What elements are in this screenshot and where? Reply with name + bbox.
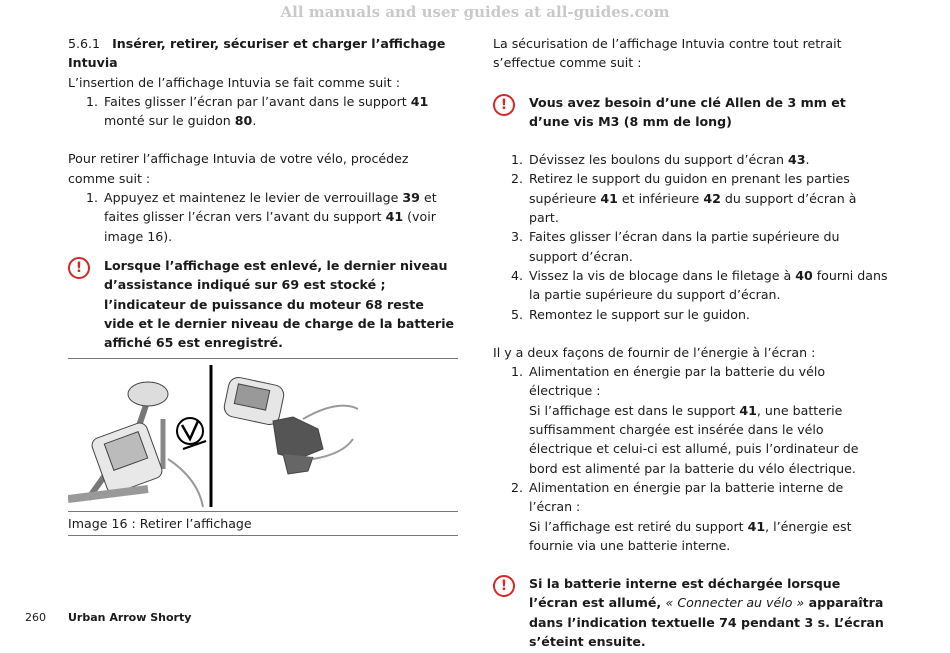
ref-number: 43 [788,152,806,168]
item-number: 1. [86,190,99,206]
item-number: 4. [511,267,524,283]
item-number: 3. [511,229,524,245]
section-number: 5.6.1 [68,36,101,51]
item-text: , l’énergie est fournie via une batterie interne. [529,518,852,553]
section-heading [68,34,458,73]
warning-note [68,256,458,352]
secure-steps-list [493,150,888,324]
item-text: du support d’écran à part. [529,190,857,226]
section-title: Insérer, retirer, sécuriser et charger l’affichage Intuvia [68,36,446,71]
divider [68,535,458,536]
ref-number: 41 [739,402,757,418]
ref-number: 42 [703,190,721,206]
list-item [493,150,888,169]
energy-intro: Il y a deux façons de fournir de l’énergie à l’écran : [493,344,816,360]
item-text: et inférieure [617,190,704,206]
figure-remove-display [68,359,458,511]
item-text: . [252,113,257,129]
remove-list [68,188,458,246]
item-text: fourni dans la partie supérieure du support d’écran. [529,267,888,303]
ref-number: 40 [795,267,813,283]
warning-text: Vous avez besoin d’une clé Allen de 3 mm et d’une vis M3 (8 mm de long) [529,94,846,129]
item-title: Alimentation en énergie par la batterie du vélo électrique : [529,364,826,399]
item-text: Retirez le support du guidon en prenant les parties supérieure [529,171,850,206]
item-text: et faites glisser l’écran vers l’avant du support [104,190,437,225]
figure-caption: Image 16 : Retirer l’affichage [68,516,252,532]
item-text: Dévissez les boulons du support d’écran [529,152,789,168]
list-item [68,188,458,246]
exclamation-circle-icon: ! [493,575,515,597]
ref-number: 41 [747,518,766,534]
list-item [493,362,888,478]
item-text: Vissez la vis de blocage dans le filetage à [529,267,796,283]
item-detail [529,401,888,478]
list-item [493,478,888,555]
exclamation-circle-icon: ! [68,257,90,279]
remove-intro: Pour retirer l’affichage Intuvia de votre vélo, procédez comme suit : [68,151,409,186]
ref-number: 80 [234,113,253,129]
warning-quote: « Connecter au vélo » [665,595,805,611]
exclamation-circle-icon: ! [493,94,515,116]
page-number: 260 [25,611,46,624]
item-number: 1. [86,93,99,109]
warning-text: Lorsque l’affichage est enlevé, le dernier niveau d’assistance indiqué sur 69 est stocké ; l’indicateur de puissance du moteur 68 reste vide et le dernier niveau de charge de la batterie affiché 65 est enregistré. [104,257,455,351]
ref-number: 41 [410,93,429,109]
warning-note [493,93,888,132]
left-column [68,34,458,536]
list-item [493,169,888,227]
item-text: Appuyez et maintenez le levier de verrouillage [104,190,403,206]
item-title: Alimentation en énergie par la batterie interne de l’écran : [529,479,844,515]
item-number: 1. [511,152,524,168]
ref-number: 41 [385,209,404,225]
warning-text: apparaîtra dans l’indication textuelle 74 pendant 3 s. L’écran s’éteint ensuite. [529,595,884,650]
item-text: Faites glisser l’écran par l’avant dans le support [104,93,411,109]
item-text: Si l’affichage est retiré du support [529,518,748,534]
list-item [493,305,888,324]
secure-intro: La sécurisation de l’affichage Intuvia contre tout retrait s’effectue comme suit : [493,36,842,71]
item-text: Si l’affichage est dans le support [529,402,740,418]
energy-list [493,362,888,555]
item-text: (voir image 16). [104,209,436,244]
list-item [493,266,888,305]
footer-title: Urban Arrow Shorty [68,611,192,624]
ref-number: 39 [402,190,420,206]
item-text: monté sur le guidon [104,113,235,129]
item-text: , une batterie suffisamment chargée est insérée dans le vélo électrique et celui-ci est allumé, puis l’ordinateur de bord est alimenté par la batterie du vélo électrique. [529,402,859,476]
item-number: 2. [511,171,524,187]
right-column [493,34,888,651]
warning-note [493,574,888,651]
warning-text: Si la batterie interne est déchargée lorsque l’écran est allumé, [529,576,841,611]
insert-intro: L’insertion de l’affichage Intuvia se fait comme suit : [68,74,400,90]
item-text: Faites glisser l’écran dans la partie supérieure du support d’écran. [529,229,840,264]
list-item [68,92,458,131]
display-removal-illustration [68,359,458,511]
ref-number: 41 [600,190,618,206]
item-text: . [805,152,810,168]
list-item [493,227,888,266]
item-number: 5. [511,306,524,322]
insert-list [68,92,458,131]
item-text: Remontez le support sur le guidon. [529,306,750,322]
item-number: 1. [511,364,524,380]
watermark: All manuals and user guides at all-guides.com [280,3,670,21]
item-detail [529,517,888,556]
item-number: 2. [511,479,524,495]
